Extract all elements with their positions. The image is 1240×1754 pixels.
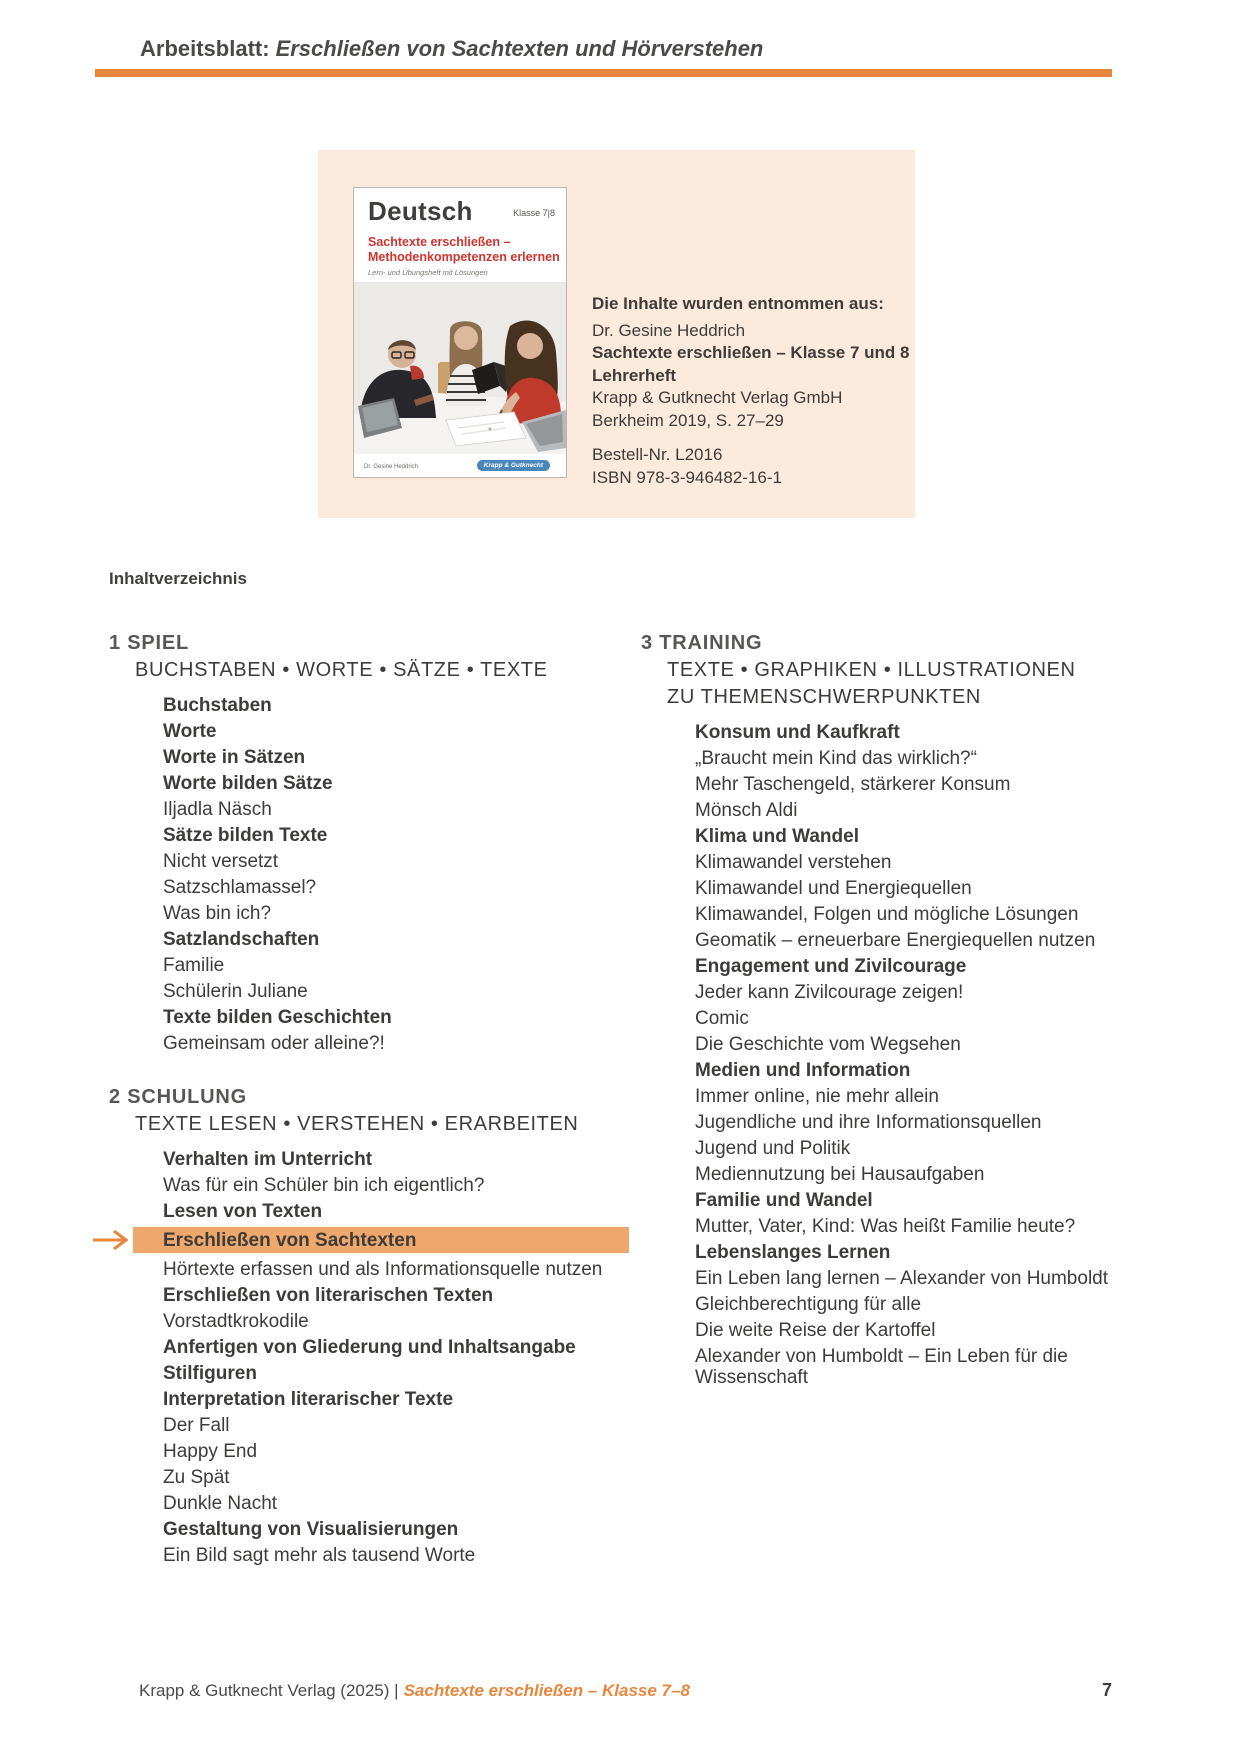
header-rule (95, 69, 1112, 77)
header-label: Arbeitsblatt: (140, 36, 270, 61)
toc-item: Worte bilden Sätze (163, 772, 333, 794)
toc-item: Konsum und Kaufkraft (695, 721, 900, 743)
cover-footer (354, 454, 566, 477)
toc-item: Engagement und Zivilcourage (695, 955, 967, 977)
toc-item: Lesen von Texten (163, 1200, 323, 1222)
toc-item-list (695, 719, 1141, 1390)
toc-item: Satzschlamassel? (163, 876, 317, 898)
footer-series-title: Sachtexte erschließen – Klasse 7–8 (403, 1681, 690, 1700)
page-footer (139, 1680, 690, 1702)
toc-item: Klima und Wandel (695, 825, 859, 847)
toc-section-subtitle: TEXTE • GRAPHIKEN • ILLUSTRATIONEN (667, 659, 1076, 681)
source-info-heading: Die Inhalte wurden entnommen aus: (592, 294, 884, 313)
source-info-line: Krapp & Gutknecht Verlag GmbH (592, 388, 843, 407)
source-info-order-group (592, 444, 909, 489)
toc-item: Buchstaben (163, 694, 272, 716)
toc-item: Was bin ich? (163, 902, 272, 924)
source-info-line: Sachtexte erschließen – Klasse 7 und 8 (592, 343, 910, 362)
toc-item-list (163, 1146, 629, 1568)
highlight-arrow-icon (91, 1228, 129, 1252)
toc-item: Comic (695, 1007, 749, 1029)
toc-item: Anfertigen von Gliederung und Inhaltsangabe (163, 1336, 576, 1358)
toc-item: Klimawandel verstehen (695, 851, 892, 873)
toc-item: Die weite Reise der Kartoffel (695, 1319, 936, 1341)
toc-item: Mediennutzung bei Hausaufgaben (695, 1163, 985, 1185)
toc-item: Gemeinsam oder alleine?! (163, 1032, 385, 1054)
cover-subject: Deutsch (368, 196, 473, 226)
toc-item: Stilfiguren (163, 1362, 257, 1384)
source-info-line: Berkheim 2019, S. 27–29 (592, 410, 784, 430)
toc-item: „Braucht mein Kind das wirklich?“ (695, 747, 977, 769)
source-info (592, 293, 909, 489)
book-cover (353, 187, 567, 478)
toc-section-subtitle: TEXTE LESEN • VERSTEHEN • ERARBEITEN (135, 1113, 579, 1135)
cover-photo-illustration (354, 282, 566, 454)
toc-item: Mehr Taschengeld, stärkerer Konsum (695, 773, 1011, 795)
toc-section-title: 1 SPIEL (109, 632, 190, 654)
cover-title (368, 235, 560, 265)
toc-item: Lebenslanges Lernen (695, 1241, 891, 1263)
toc-item-list (163, 692, 629, 1056)
toc-column-left (109, 630, 629, 1568)
toc-item: Vorstadtkrokodile (163, 1310, 309, 1332)
toc-section-title: 2 SCHULUNG (109, 1086, 248, 1108)
toc-item: Happy End (163, 1440, 258, 1462)
toc-item: Jeder kann Zivilcourage zeigen! (695, 981, 964, 1003)
toc-item: Jugend und Politik (695, 1137, 851, 1159)
toc-item: Dunkle Nacht (163, 1492, 278, 1514)
toc-title: Inhaltverzeichnis (109, 569, 247, 588)
toc-section-subtitle: BUCHSTABEN • WORTE • SÄTZE • TEXTE (135, 659, 548, 681)
toc-item: Immer online, nie mehr allein (695, 1085, 939, 1107)
toc-item: Worte (163, 720, 217, 742)
cover-title-line1: Sachtexte erschließen – (368, 235, 511, 249)
toc-item: Familie und Wandel (695, 1189, 873, 1211)
toc-item: Erschließen von literarischen Texten (163, 1284, 494, 1306)
toc-item: Worte in Sätzen (163, 746, 306, 768)
toc-item: Die Geschichte vom Wegsehen (695, 1033, 961, 1055)
toc-item: Schülerin Juliane (163, 980, 308, 1002)
girl2-head-shape (517, 333, 543, 359)
header-title: Erschließen von Sachtexten und Hörverstehen (275, 36, 764, 61)
source-info-lines (592, 320, 909, 433)
toc-item: Alexander von Humboldt – Ein Leben für die Wissenschaft (695, 1345, 1068, 1388)
order-number: Bestell-Nr. L2016 (592, 445, 723, 464)
toc-item: Iljadla Näsch (163, 798, 272, 820)
cover-title-line2: Methodenkompetenzen erlernen (368, 250, 560, 264)
toc-item: Jugendliche und ihre Informationsquellen (695, 1111, 1042, 1133)
toc-item: Mutter, Vater, Kind: Was heißt Familie heute? (695, 1215, 1076, 1237)
toc-section (109, 630, 629, 1056)
toc-item: Nicht versetzt (163, 850, 279, 872)
source-box (318, 150, 915, 518)
toc-item: Der Fall (163, 1414, 230, 1436)
toc-section-subtitle: ZU THEMENSCHWERPUNKTEN (667, 686, 981, 708)
toc-item: Medien und Information (695, 1059, 911, 1081)
cover-author: Dr. Gesine Heddrich (364, 464, 419, 470)
cover-subtitle: Lern- und Übungsheft mit Lösungen (368, 268, 488, 277)
toc-section-title: 3 TRAINING (641, 632, 763, 654)
toc-item: Interpretation literarischer Texte (163, 1388, 454, 1410)
page-number: 7 (1101, 1680, 1112, 1700)
toc-item-highlighted: Erschließen von Sachtexten (133, 1227, 629, 1253)
toc-column-right (641, 630, 1141, 1390)
toc-item: Gestaltung von Visualisierungen (163, 1518, 459, 1540)
publisher-logo: Krapp & Gutknecht (477, 460, 550, 471)
toc-item: Klimawandel und Energiequellen (695, 877, 972, 899)
page-header (140, 36, 763, 62)
girl1-head-shape (454, 326, 478, 350)
toc-item: Familie (163, 954, 225, 976)
toc-item: Gleichberechtigung für alle (695, 1293, 922, 1315)
toc-item: Satzlandschaften (163, 928, 320, 950)
cover-grade-label: Klasse 7|8 (513, 208, 555, 218)
toc-item: Ein Bild sagt mehr als tausend Worte (163, 1544, 476, 1566)
toc-section (109, 1084, 629, 1568)
footer-publisher: Krapp & Gutknecht Verlag (2025) | (139, 1681, 399, 1700)
toc-item: Klimawandel, Folgen und mögliche Lösungen (695, 903, 1079, 925)
toc-item: Verhalten im Unterricht (163, 1148, 373, 1170)
toc-item: Texte bilden Geschichten (163, 1006, 392, 1028)
toc-item: Geomatik – erneuerbare Energiequellen nutzen (695, 929, 1096, 951)
source-info-line: Lehrerheft (592, 365, 677, 385)
isbn: ISBN 978-3-946482-16-1 (592, 467, 782, 487)
source-info-line: Dr. Gesine Heddrich (592, 320, 746, 340)
toc-item: Sätze bilden Texte (163, 824, 328, 846)
toc-item: Zu Spät (163, 1466, 230, 1488)
toc-item: Was für ein Schüler bin ich eigentlich? (163, 1174, 485, 1196)
toc-section (641, 630, 1141, 1390)
toc-item: Ein Leben lang lernen – Alexander von Humboldt (695, 1267, 1109, 1289)
toc-item: Mönsch Aldi (695, 799, 798, 821)
toc-item: Hörtexte erfassen und als Informationsquelle nutzen (163, 1258, 603, 1280)
